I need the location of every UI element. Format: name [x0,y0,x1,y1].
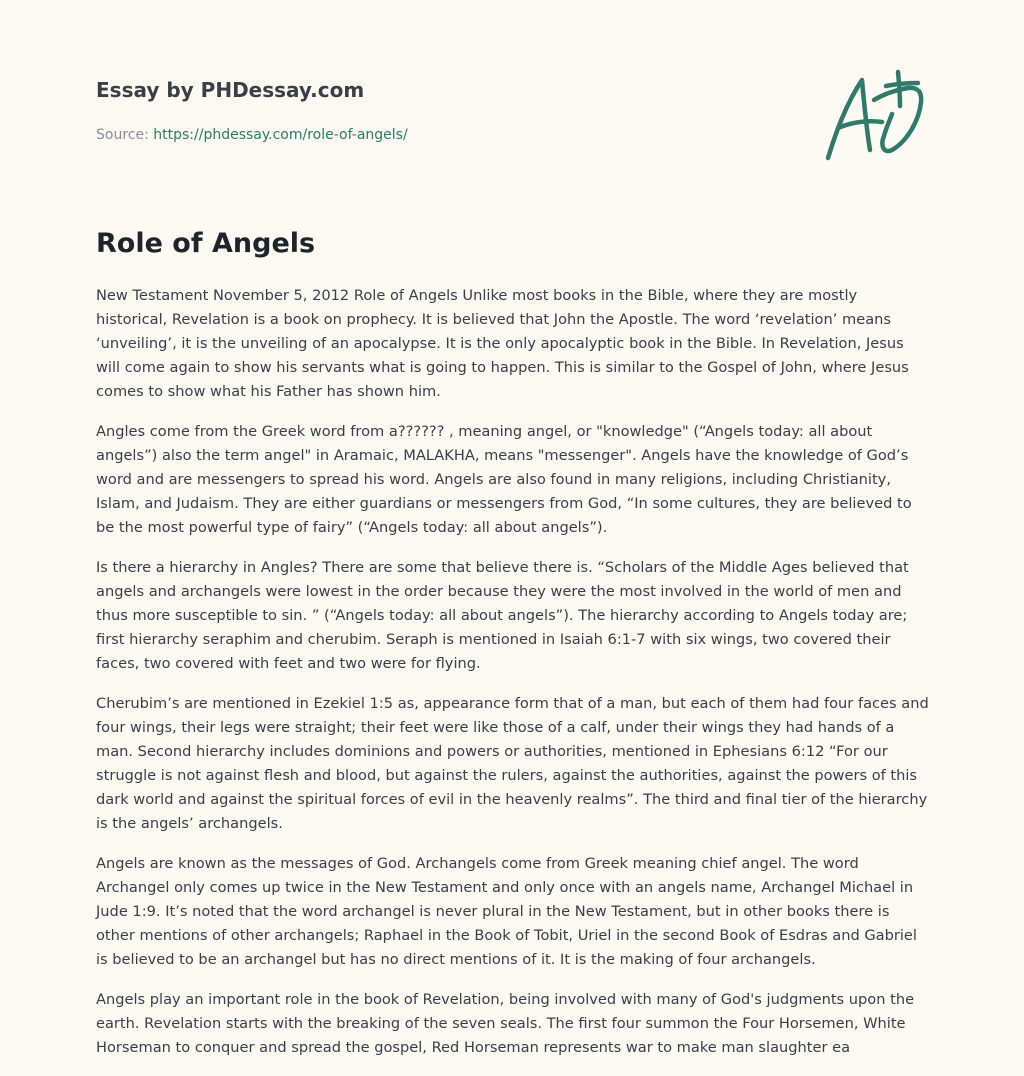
site-title: Essay by PHDessay.com [96,78,365,102]
paragraph: Is there a hierarchy in Angles? There are some that believe there is. “Scholars of the Middle Ages believed that angels and archangels were lowest in the order because they were the most involved in the world of men and thus more susceptible to sin. ” (“Angels today: all about angels”). The hierarchy according to Angels today are; first hierarchy seraphim and cherubim. Seraph is mentioned in Isaiah 6:1-7 with six wings, two covered their faces, two covered with feet and two were for flying. [96,559,909,672]
page-header [96,76,928,145]
source-link[interactable]: https://phdessay.com/role-of-angels/ [153,127,408,143]
article-body [96,284,930,1076]
paragraph: Cherubim’s are mentioned in Ezekiel 1:5 as, appearance form that of a man, but each of them had four faces and four wings, their legs were straight; their feet were like those of a calf, under their wings they had hands of a man. Second hierarchy includes dominions and powers or authorities, mentioned in Ephesians 6:12 “For our struggle is not against flesh and blood, but against the rulers, against the authorities, against the powers of this dark world and against the spiritual forces of evil in the heavenly realms”. The third and final tier of the hierarchy is the angels’ archangels. [96,695,929,832]
paragraph: Angles come from the Greek word from a?????? , meaning angel, or "knowledge" (“Angels today: all about angels”) also the term angel" in Aramaic, MALAKHA, means "messenger". Angels have the knowledge of God’s word and are messengers to spread his word. Angels are also found in many religions, including Christianity, Islam, and Judaism. They are either guardians or messengers from God, “In some cultures, they are believed to be the most powerful type of fairy” (“Angels today: all about angels”). [96,423,912,536]
paragraph: Angels are known as the messages of God. Archangels come from Greek meaning chief angel. The word Archangel only comes up twice in the New Testament and only once with an angels name, Archangel Michael in Jude 1:9. It’s noted that the word archangel is never plural in the New Testament, but in other books there is other mentions of other archangels; Raphael in the Book of Tobit, Uriel in the second Book of Esdras and Gabriel is believed to be an archangel but has no direct mentions of it. It is the making of four archangels. [96,855,917,968]
paragraph: Angels play an important role in the book of Revelation, being involved with many of God's judgments upon the earth. Revelation starts with the breaking of the seven seals. The first four summon the Four Horsemen, White Horseman to conquer and spread the gospel, Red Horseman represents war to make man slaughter ea [96,991,915,1056]
paragraph: New Testament November 5, 2012 Role of Angels Unlike most books in the Bible, where they are mostly historical, Revelation is a book on prophecy. It is believed that John the Apostle. The word ‘revelation’ means ‘unveiling’, it is the unveiling of an apocalypse. It is the only apocalyptic book in the Bible. In Revelation, Jesus will come again to show his servants what is going to happen. This is similar to the Gospel of John, where Jesus comes to show what his Father has shown him. [96,287,909,400]
a-plus-grade-icon [822,66,928,166]
source-line [96,125,928,145]
source-label: Source: [96,127,149,143]
article-title: Role of Angels [96,228,316,259]
